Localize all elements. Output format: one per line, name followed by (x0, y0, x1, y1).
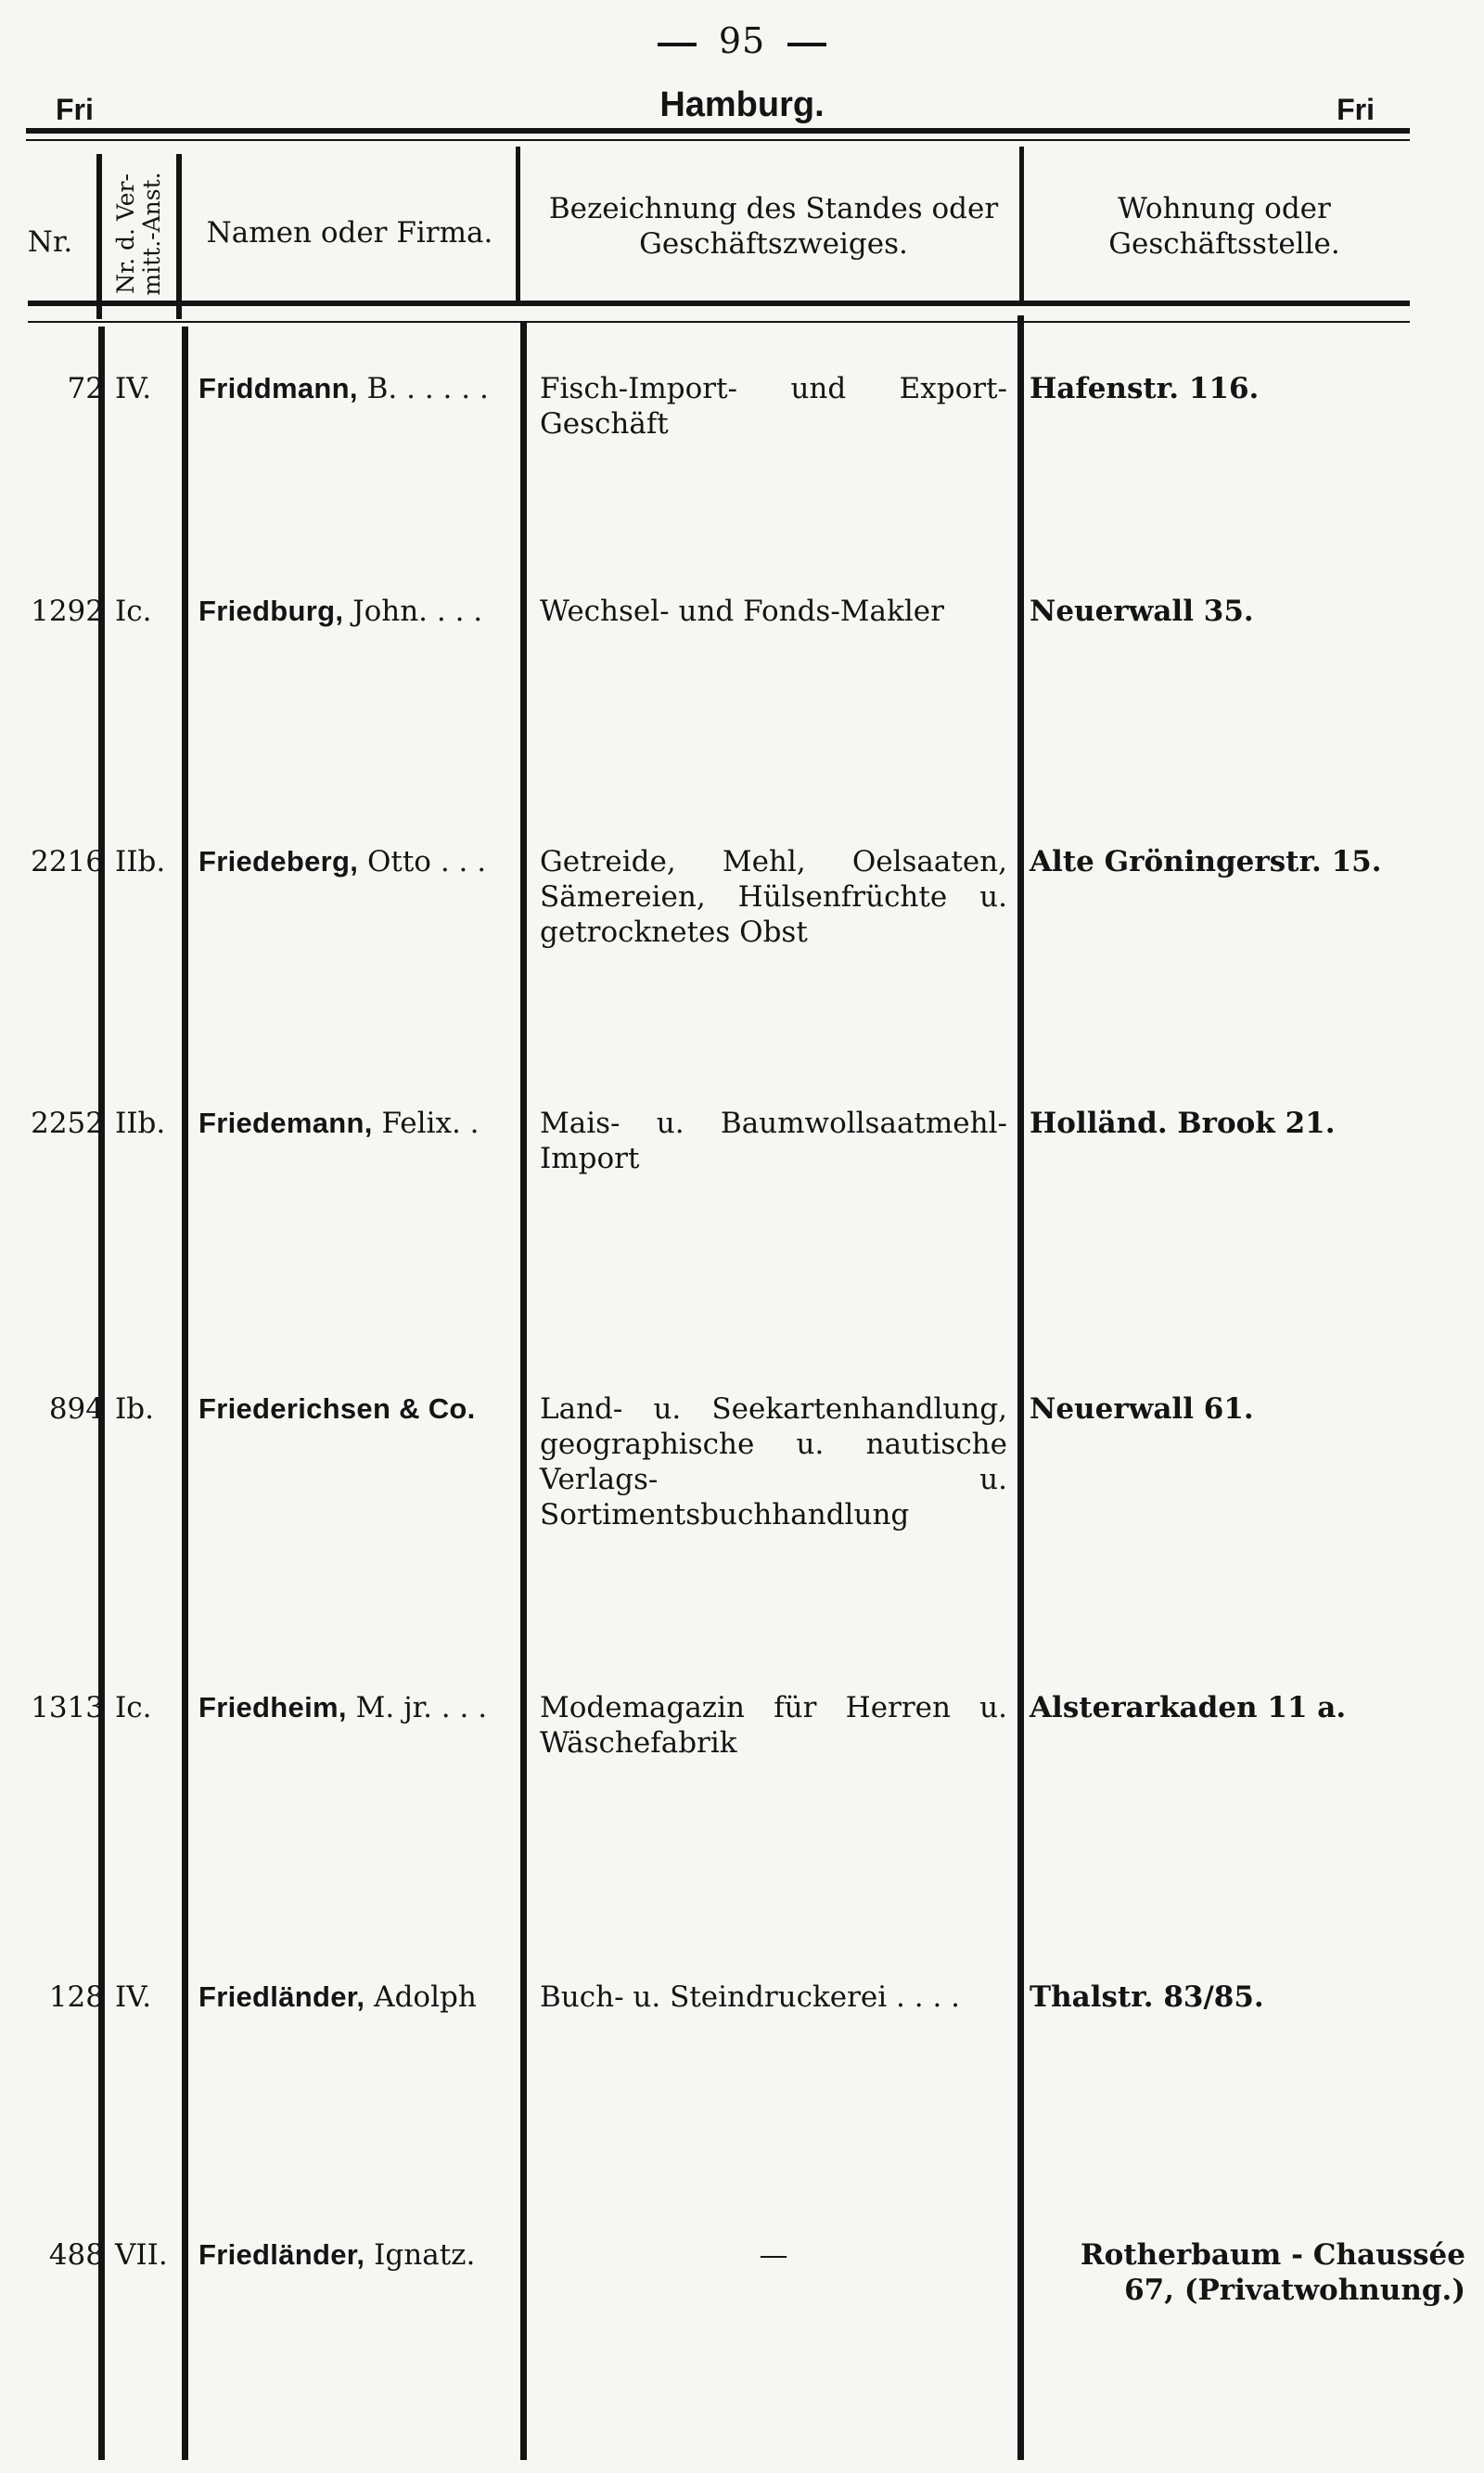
entry-business: Getreide, Mehl, Oelsaaten, Sämereien, Hülsenfrüchte u. getrocknetes Obst (540, 845, 1007, 949)
entry-name: Friedländer, Ignatz. (198, 2238, 476, 2272)
divider-header-4 (1019, 147, 1024, 306)
header-rule-thick (26, 128, 1410, 134)
column-header-address: Wohnung oder Geschäftsstelle. (1108, 192, 1340, 261)
entry-class: IV. (115, 1980, 152, 2014)
entry-business: Wechsel- und Fonds-Makler (540, 595, 944, 628)
entry-nr: 2216 (31, 845, 104, 878)
list-item (0, 594, 1484, 816)
entry-name: Friederichsen & Co. (198, 1392, 476, 1425)
dash-left (658, 43, 697, 46)
list-item (0, 1690, 1484, 1913)
guide-word-right: Fri (1337, 93, 1375, 126)
entry-business: Buch- u. Steindruckerei . . . . (540, 1980, 961, 2014)
entry-nr: 72 (67, 372, 104, 405)
entry-class: VII. (115, 2238, 168, 2272)
entry-nr: 2252 (31, 1107, 104, 1140)
entry-name: Friedemann, Felix. . (198, 1107, 480, 1140)
entry-business: Modemagazin für Herren u. Wäschefabrik (540, 1691, 1007, 1760)
entry-address: Neuerwall 35. (1030, 595, 1254, 628)
list-item (0, 1980, 1484, 2202)
entry-nr: 488 (48, 2238, 104, 2272)
header-rule-thin (26, 139, 1410, 141)
entry-address: Thalstr. 83/85. (1030, 1980, 1264, 2014)
column-header-nr: Nr. (27, 225, 73, 259)
entry-business: — (759, 2238, 788, 2272)
dash-right (787, 43, 826, 46)
guide-word-left: Fri (56, 93, 94, 126)
list-item (0, 2237, 1484, 2460)
list-item (0, 1106, 1484, 1328)
entry-nr: 894 (48, 1392, 104, 1426)
entry-nr: 1292 (31, 595, 104, 628)
columns-rule-thin (28, 321, 1410, 323)
entry-business: Mais- u. Baumwollsaatmehl-Import (540, 1107, 1007, 1175)
entry-class: IIb. (115, 1107, 166, 1140)
entry-class: Ic. (115, 1691, 152, 1724)
entry-name: Friedburg, John. . . . (198, 595, 483, 628)
column-header-name: Namen oder Firma. (206, 216, 493, 250)
entry-name: Friddmann, B. . . . . . (198, 372, 489, 405)
page-number: 95 (0, 20, 1484, 61)
entry-class: Ib. (115, 1392, 154, 1426)
column-header-business: Bezeichnung des Standes oder Geschäftszweiges. (548, 192, 999, 261)
entry-nr: 1313 (31, 1691, 104, 1724)
entry-class: IV. (115, 372, 152, 405)
column-header-agency: Nr. d. Ver- mitt.-Anst. (112, 172, 165, 296)
entry-address: Hafenstr. 116. (1030, 372, 1260, 405)
entry-name: Friedländer, Adolph (198, 1980, 477, 2014)
entry-business: Fisch-Import- und Export-Geschäft (540, 372, 1007, 441)
list-item (0, 1391, 1484, 1614)
entry-name: Friedeberg, Otto . . . (198, 845, 487, 878)
entry-business: Land- u. Seekartenhandlung, geographische u. nautische Verlags- u. Sortimentsbuchhandlung (540, 1392, 1007, 1531)
entry-address: Alte Gröningerstr. 15. (1030, 845, 1382, 878)
entry-class: IIb. (115, 845, 166, 878)
entry-nr: 128 (48, 1980, 104, 2014)
entry-name: Friedheim, M. jr. . . . (198, 1691, 488, 1724)
entry-class: Ic. (115, 595, 152, 628)
list-item (0, 844, 1484, 1067)
entry-address: Rotherbaum - Chaussée 67, (Privatwohnung.) (1080, 2238, 1465, 2307)
divider-header-3 (516, 147, 520, 306)
entry-address: Alsterarkaden 11 a. (1030, 1691, 1347, 1724)
entry-address: Holländ. Brook 21. (1030, 1107, 1336, 1140)
list-item (0, 371, 1484, 594)
columns-rule-thick (28, 301, 1410, 306)
entry-address: Neuerwall 61. (1030, 1392, 1254, 1426)
page-title: Hamburg. (659, 85, 825, 124)
